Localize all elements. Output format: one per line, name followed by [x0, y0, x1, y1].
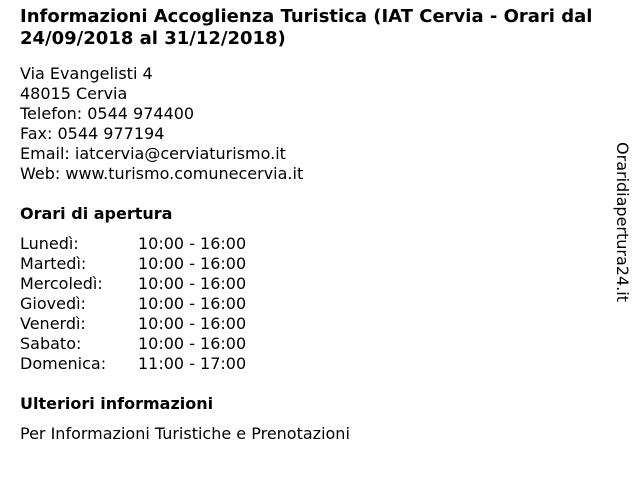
hours-row-sunday	[20, 354, 246, 374]
time-range: 11:00 - 17:00	[138, 354, 247, 373]
day-label: Sabato:	[20, 334, 82, 353]
time-range: 10:00 - 16:00	[138, 334, 247, 353]
address-street: Via Evangelisti 4	[20, 64, 153, 83]
time-range: 10:00 - 16:00	[138, 314, 247, 333]
page-title: Informazioni Accoglienza Turistica (IAT Cervia - Orari dal 24/09/2018 al 31/12/2018)	[20, 6, 593, 49]
opening-hours-table	[20, 234, 246, 374]
website-address: Web: www.turismo.comunecervia.it	[20, 164, 304, 183]
day-label: Mercoledì:	[20, 274, 103, 293]
address-city: 48015 Cervia	[20, 84, 128, 103]
hours-row-saturday	[20, 334, 246, 354]
site-watermark: Oraridiapertura24.it	[613, 142, 632, 302]
time-range: 10:00 - 16:00	[138, 274, 247, 293]
day-label: Lunedì:	[20, 234, 79, 253]
day-label: Giovedì:	[20, 294, 86, 313]
hours-row-tuesday	[20, 254, 246, 274]
day-label: Domenica:	[20, 354, 107, 373]
time-range: 10:00 - 16:00	[138, 254, 247, 273]
hours-row-monday	[20, 234, 246, 254]
more-info-text: Per Informazioni Turistiche e Prenotazioni	[20, 424, 350, 443]
email-address: Email: iatcervia@cerviaturismo.it	[20, 144, 286, 163]
more-info-heading: Ulteriori informazioni	[20, 394, 214, 413]
day-label: Venerdì:	[20, 314, 86, 333]
hours-row-wednesday	[20, 274, 246, 294]
day-label: Martedì:	[20, 254, 87, 273]
opening-hours-heading: Orari di apertura	[20, 204, 173, 223]
phone-number: Telefon: 0544 974400	[20, 104, 195, 123]
hours-row-thursday	[20, 294, 246, 314]
time-range: 10:00 - 16:00	[138, 294, 247, 313]
fax-number: Fax: 0544 977194	[20, 124, 165, 143]
contact-block	[20, 64, 303, 184]
hours-row-friday	[20, 314, 246, 334]
time-range: 10:00 - 16:00	[138, 234, 247, 253]
